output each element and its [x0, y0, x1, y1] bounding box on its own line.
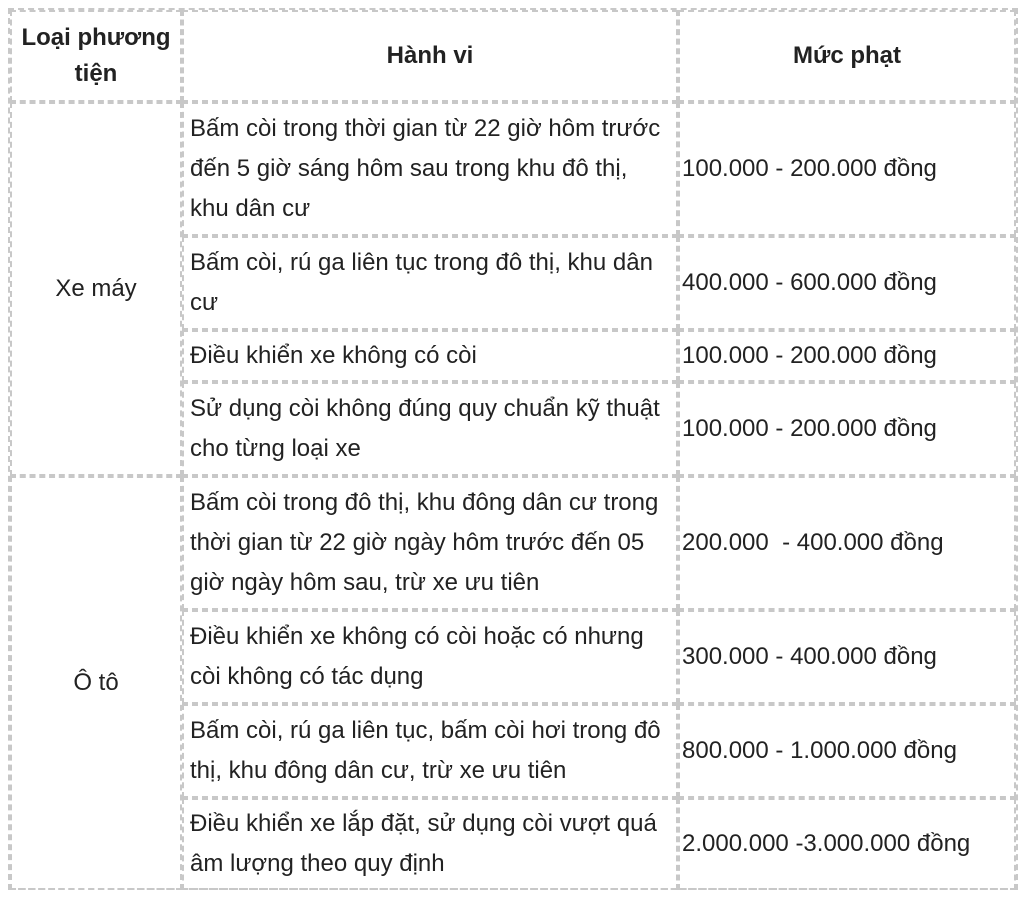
behavior-cell: Sử dụng còi không đúng quy chuẩn kỹ thuật cho từng loại xe — [182, 382, 678, 476]
behavior-cell: Bấm còi trong đô thị, khu đông dân cư trong thời gian từ 22 giờ ngày hôm trước đến 05 giờ ngày hôm sau, trừ xe ưu tiên — [182, 476, 678, 610]
fine-cell: 300.000 - 400.000 đồng — [678, 610, 1016, 704]
fines-table — [10, 10, 1016, 890]
header-vehicle-type: Loại phương tiện — [10, 10, 182, 102]
fine-cell: 100.000 - 200.000 đồng — [678, 382, 1016, 476]
behavior-cell: Điều khiển xe không có còi hoặc có nhưng còi không có tác dụng — [182, 610, 678, 704]
header-fine: Mức phạt — [678, 10, 1016, 102]
header-row — [10, 10, 1016, 102]
fine-cell: 800.000 - 1.000.000 đồng — [678, 704, 1016, 798]
header-behavior: Hành vi — [182, 10, 678, 102]
vehicle-cell-car: Ô tô — [10, 476, 182, 890]
behavior-cell: Điều khiển xe không có còi — [182, 330, 678, 382]
fine-cell: 400.000 - 600.000 đồng — [678, 236, 1016, 330]
table-row — [10, 102, 1016, 236]
table-row — [10, 476, 1016, 610]
behavior-cell: Bấm còi trong thời gian từ 22 giờ hôm trước đến 5 giờ sáng hôm sau trong khu đô thị, khu dân cư — [182, 102, 678, 236]
fine-cell: 100.000 - 200.000 đồng — [678, 102, 1016, 236]
behavior-cell: Bấm còi, rú ga liên tục trong đô thị, khu dân cư — [182, 236, 678, 330]
vehicle-cell-motorbike: Xe máy — [10, 102, 182, 476]
fine-cell: 2.000.000 -3.000.000 đồng — [678, 798, 1016, 890]
behavior-cell: Bấm còi, rú ga liên tục, bấm còi hơi trong đô thị, khu đông dân cư, trừ xe ưu tiên — [182, 704, 678, 798]
fine-cell: 200.000 - 400.000 đồng — [678, 476, 1016, 610]
behavior-cell: Điều khiển xe lắp đặt, sử dụng còi vượt quá âm lượng theo quy định — [182, 798, 678, 890]
fine-cell: 100.000 - 200.000 đồng — [678, 330, 1016, 382]
